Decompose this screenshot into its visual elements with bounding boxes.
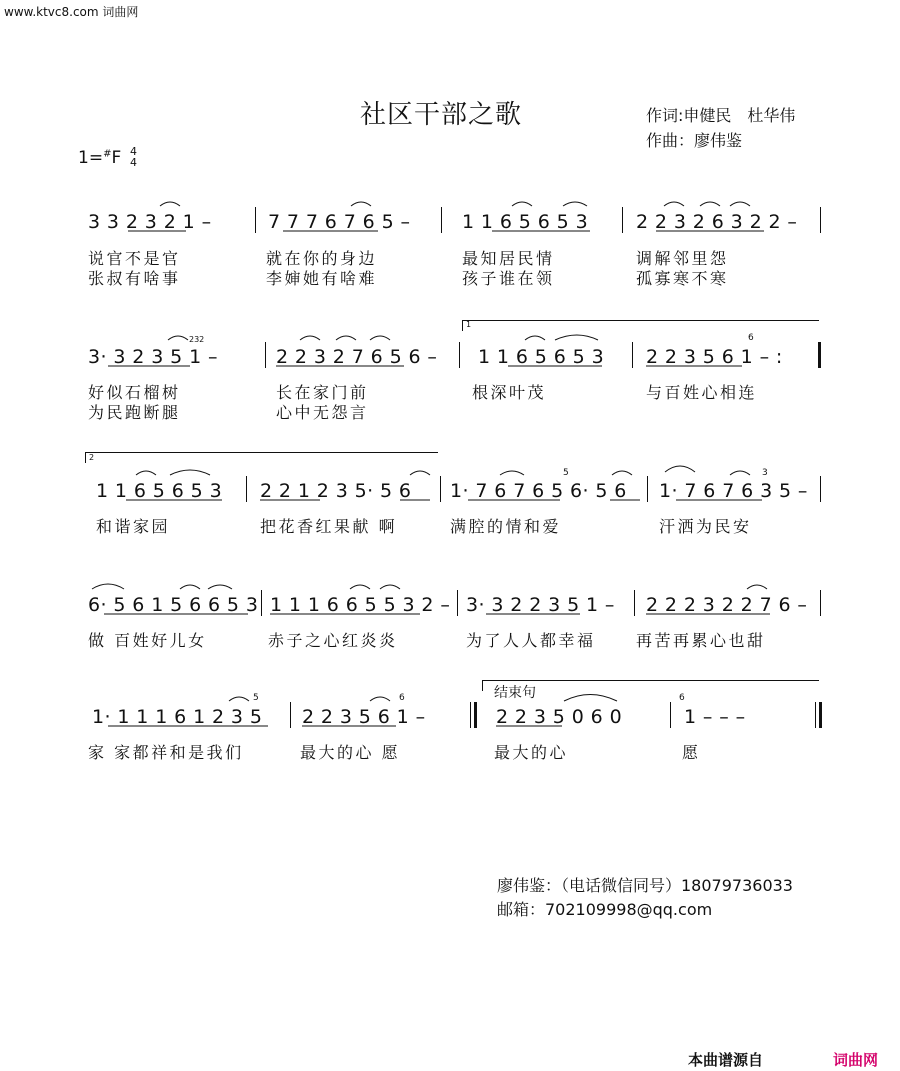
lyric-verse2: 张叔有啥事: [88, 269, 181, 288]
lyric-verse1: 根深叶茂: [472, 383, 547, 402]
song-title: 社区干部之歌: [360, 100, 523, 130]
measure: 2 2 3 2 7 6 5 6 –: [276, 346, 438, 368]
measure: 6· 5 6 1 5 6 6 5 3: [88, 594, 259, 616]
time-bottom: 4: [130, 156, 137, 169]
measure: 1 – – –: [684, 706, 746, 728]
contact-email: 邮箱：702109998@qq.com: [497, 900, 713, 919]
lyric-verse1: 好似石榴树: [88, 383, 181, 402]
lyric-verse1: 说官不是官: [88, 249, 181, 268]
measure: 1· 7 6 7 6 5 6· 5 6: [450, 480, 627, 502]
lyric: 和谐家园: [96, 517, 171, 536]
grace-note: 6: [399, 693, 405, 703]
measure: 2 2 1 2 3 5· 5 6: [260, 480, 412, 502]
lyric-verse1: 最知居民情: [462, 249, 555, 268]
measure: 2 2 3 5 0 6 0: [496, 706, 623, 728]
grace-note: 3: [762, 468, 768, 478]
ending-label: 结束句: [494, 685, 536, 701]
first-ending-number: 1: [466, 320, 472, 329]
grace-note: 5: [563, 468, 569, 478]
lyricist-credit: 作词:申健民 杜华伟: [646, 106, 796, 125]
lyric: 为了人人都幸福: [466, 631, 596, 650]
lyric-verse1: 与百姓心相连: [646, 383, 758, 402]
grace-notes: 232: [189, 335, 205, 344]
measure: 1· 1 1 1 6 1 2 3 5: [92, 706, 263, 728]
lyric-verse2: 李婶她有啥难: [266, 269, 378, 288]
sharp-symbol: #: [103, 148, 112, 160]
lyric-verse1: 就在你的身边: [266, 249, 378, 268]
lyric: 满腔的情和爱: [450, 517, 562, 536]
lyric: 赤子之心红炎炎: [268, 631, 398, 650]
measure: 2 2 3 5 6 1 –: [302, 706, 426, 728]
lyric: 汗洒为民安: [659, 517, 752, 536]
lyric-verse1: 调解邻里怨: [636, 249, 729, 268]
lyric-verse2: 孤寡寒不寒: [636, 269, 729, 288]
grace-note: 6: [679, 693, 685, 703]
lyric: 最大的心 愿: [300, 743, 401, 762]
lyric: 最大的心: [494, 743, 569, 762]
lyric-verse2: 孩子谁在领: [462, 269, 555, 288]
measure: 2 2 3 5 6 1 – :: [646, 346, 783, 368]
measure: 3· 3 2 2 3 5 1 –: [466, 594, 615, 616]
key-prefix: 1=: [78, 148, 104, 168]
lyric-verse2: 心中无怨言: [276, 403, 369, 422]
measure: 2 2 2 3 2 2 7 6 –: [646, 594, 808, 616]
lyric-verse2: 为民跑断腿: [88, 403, 181, 422]
measure: 3· 3 2 3 5 1 –: [88, 346, 218, 368]
measure: 1 1 6 5 6 5 3: [462, 211, 589, 233]
key-note: F: [111, 148, 122, 168]
second-ending-number: 2: [89, 453, 95, 462]
contact-phone: 廖伟鉴：（电话微信同号）18079736033: [497, 876, 793, 895]
measure: 2 2 3 2 6 3 2 2 –: [636, 211, 798, 233]
composer-credit: 作曲：廖伟鉴: [646, 131, 743, 150]
lyric: 愿: [682, 743, 701, 762]
site-watermark: www.ktvc8.com 词曲网: [4, 5, 139, 19]
lyric: 做 百姓好儿女: [88, 631, 207, 650]
measure: 1· 7 6 7 6 3 5 –: [659, 480, 808, 502]
measure: 3 3 2 3 2 1 –: [88, 211, 212, 233]
lyric: 家 家都祥和是我们: [88, 743, 244, 762]
measure: 1 1 6 5 6 5 3: [96, 480, 223, 502]
measure: 1 1 6 5 6 5 3: [478, 346, 605, 368]
measure: 1 1 1 6 6 5 5 3 2 –: [270, 594, 451, 616]
footer-brand[interactable]: 词曲网: [833, 1051, 879, 1069]
grace-note: 6: [748, 333, 754, 343]
time-top: 4: [130, 145, 137, 158]
measure: 7 7 7 6 7 6 5 –: [268, 211, 411, 233]
footer-source: 本曲谱源自: [688, 1051, 764, 1069]
grace-note: 5: [253, 693, 259, 703]
lyric-verse1: 长在家门前: [276, 383, 369, 402]
lyric: 把花香红果献 啊: [260, 517, 398, 536]
lyric: 再苦再累心也甜: [636, 631, 766, 650]
